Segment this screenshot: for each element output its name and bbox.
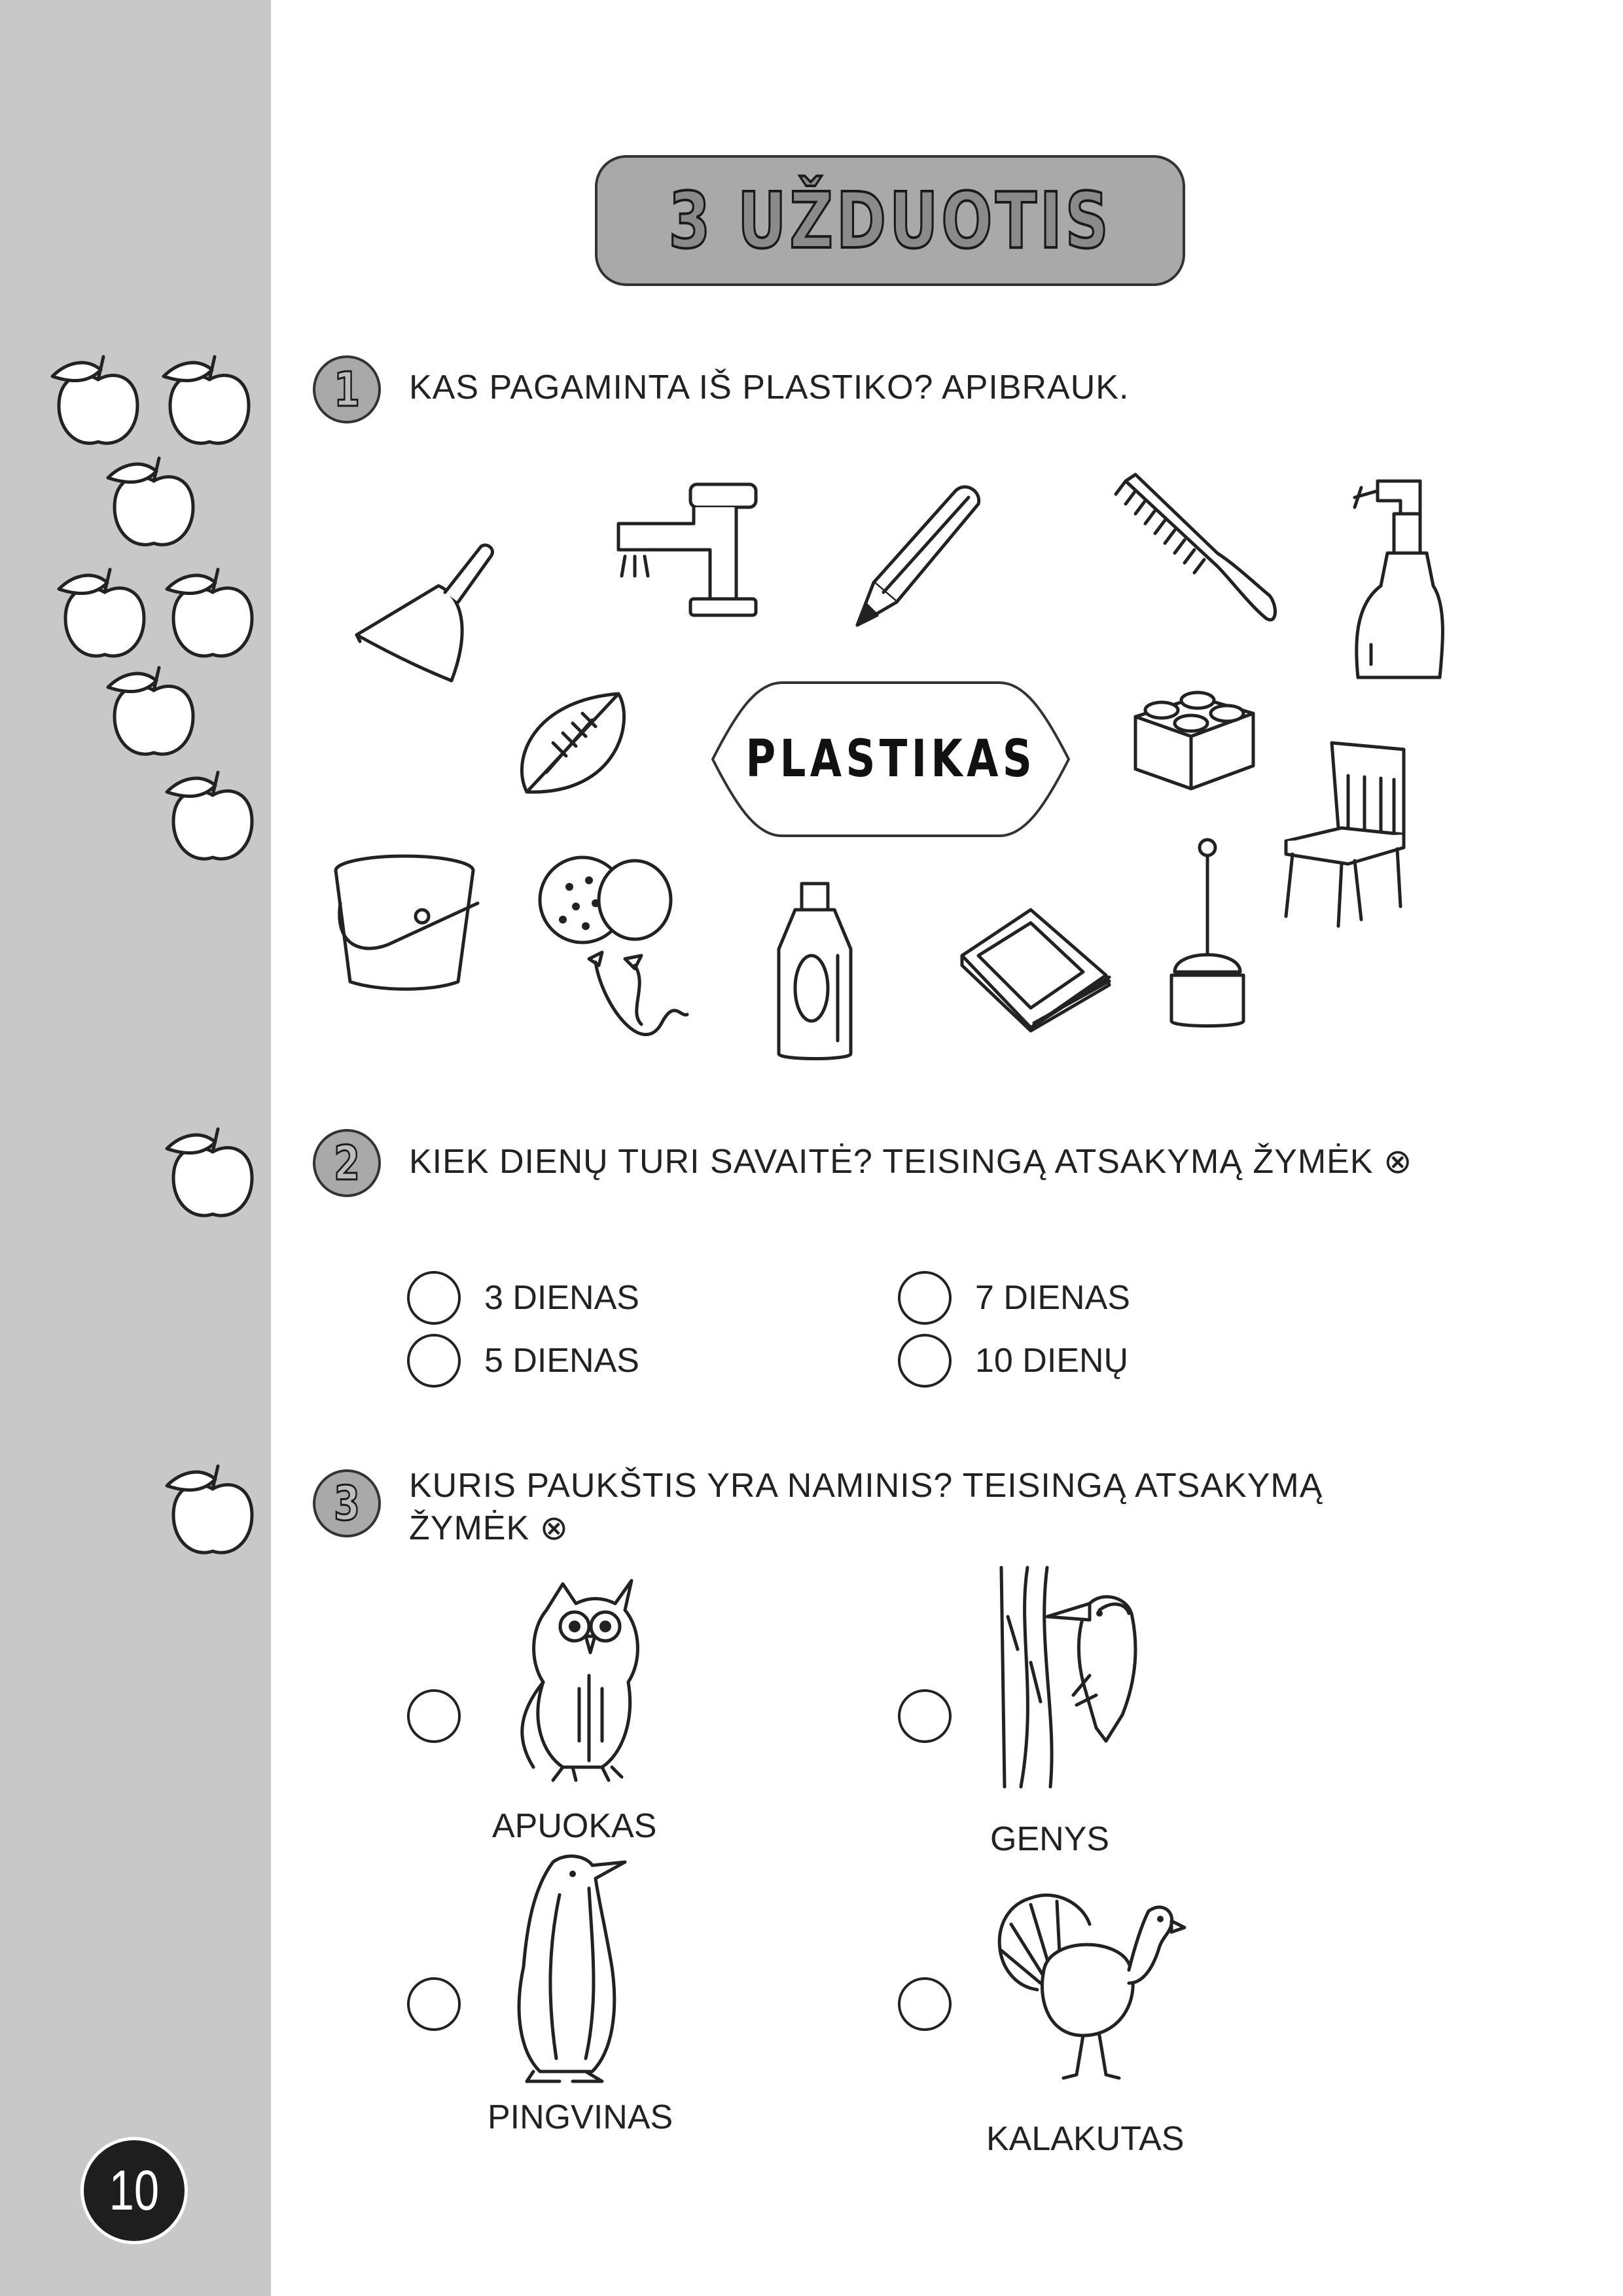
option-label: 7 DIENAS — [975, 1279, 1130, 1317]
question-3-text: KURIS PAUKŠTIS YRA NAMINIS? TEISINGĄ ATSAKYMĄ ŽYMĖK ⊗ — [409, 1467, 1323, 1547]
task-title-box — [595, 155, 1185, 286]
bird-label: GENYS — [990, 1820, 1110, 1858]
apple-icon — [52, 563, 157, 668]
apple-icon — [160, 766, 265, 870]
page-number-badge — [80, 2137, 188, 2244]
center-label-text: PLASTIKAS — [745, 730, 1036, 789]
option-label: 10 DIENŲ — [975, 1342, 1129, 1380]
football-icon[interactable] — [507, 681, 638, 812]
faucet-icon[interactable] — [605, 478, 762, 622]
option-radio[interactable] — [407, 1334, 461, 1388]
question-1-badge: 1 — [313, 355, 381, 423]
lego-brick-icon[interactable] — [1126, 681, 1263, 795]
option-radio[interactable] — [898, 1271, 952, 1325]
option-radio[interactable] — [407, 1689, 461, 1743]
pencil-icon[interactable] — [847, 475, 995, 632]
turkey-icon — [985, 1885, 1188, 2081]
apple-icon — [160, 563, 265, 668]
task-title: 3 UŽDUOTIS — [668, 175, 1112, 266]
question-3-badge: 3 — [313, 1469, 381, 1537]
center-label — [710, 677, 1071, 841]
detergent-bottle-icon[interactable] — [766, 877, 864, 1064]
woodpecker-icon — [991, 1564, 1168, 1793]
page-number: 10 — [109, 2159, 160, 2222]
spray-bottle-icon[interactable] — [1342, 475, 1446, 687]
question-1-text: KAS PAGAMINTA IŠ PLASTIKO? APIBRAUK. — [409, 368, 1130, 406]
balloons-icon[interactable] — [530, 854, 694, 1057]
owl-icon — [504, 1571, 668, 1787]
book-icon[interactable] — [952, 900, 1116, 1034]
option-radio[interactable] — [407, 1271, 461, 1325]
question-2-text: KIEK DIENŲ TURI SAVAITĖ? TEISINGĄ ATSAKYMĄ ŽYMĖK ⊗ — [409, 1143, 1413, 1181]
penguin-icon — [494, 1849, 638, 2085]
apple-icon — [101, 452, 206, 556]
question-2-badge: 2 — [313, 1129, 381, 1197]
option-radio[interactable] — [407, 1977, 461, 2031]
bird-label: PINGVINAS — [488, 2098, 673, 2136]
option-label: 5 DIENAS — [484, 1342, 639, 1380]
apple-icon — [101, 661, 206, 766]
option-radio[interactable] — [898, 1334, 952, 1388]
chair-icon[interactable] — [1276, 736, 1417, 926]
option-radio[interactable] — [898, 1689, 952, 1743]
comb-icon[interactable] — [1106, 468, 1279, 628]
bird-label: KALAKUTAS — [986, 2120, 1185, 2158]
apple-icon — [160, 1122, 265, 1227]
option-label: 3 DIENAS — [484, 1279, 639, 1317]
bucket-icon[interactable] — [327, 851, 481, 992]
apple-icon — [46, 350, 151, 455]
option-radio[interactable] — [898, 1977, 952, 2031]
bird-label: APUOKAS — [492, 1807, 657, 1845]
toilet-brush-icon[interactable] — [1162, 834, 1253, 1034]
dustpan-icon[interactable] — [347, 537, 497, 694]
apple-icon — [157, 350, 262, 455]
apple-icon — [160, 1460, 265, 1564]
